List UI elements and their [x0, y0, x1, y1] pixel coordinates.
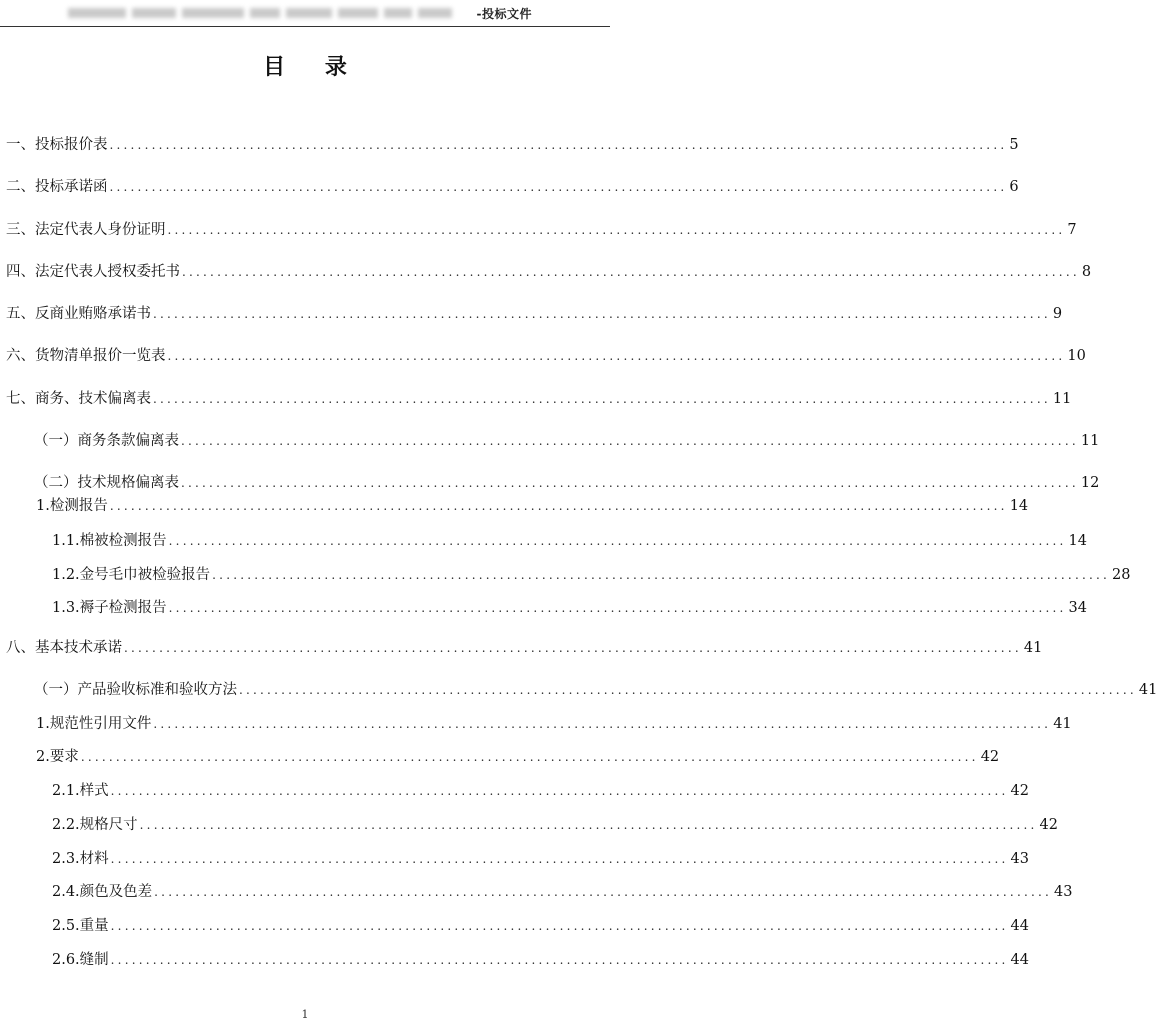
toc-entry[interactable] — [52, 814, 1058, 836]
toc-entry-page: 6 — [1009, 179, 1019, 195]
toc-entry[interactable] — [6, 219, 1077, 241]
toc-entry-label: 五、反商业贿赂承诺书 — [6, 306, 151, 322]
dot-leader: ................................................................................................................................ — [168, 534, 1067, 548]
dot-leader: ................................................................................................................................ — [167, 223, 1066, 237]
toc-entry-page: 14 — [1068, 533, 1087, 549]
toc-entry[interactable] — [52, 597, 1087, 619]
page-title: 目 录 — [263, 54, 363, 80]
toc-entry[interactable] — [6, 176, 1019, 198]
toc-entry[interactable] — [52, 530, 1087, 552]
toc-entry-page: 41 — [1138, 682, 1157, 698]
toc-entry-label: 一、投标报价表 — [6, 137, 108, 153]
dot-leader: ................................................................................................................................ — [167, 349, 1066, 363]
toc-entry-label: 1.检测报告 — [36, 498, 108, 514]
dot-leader: ................................................................................................................................ — [109, 499, 1008, 513]
dot-leader: ................................................................................................................................ — [110, 953, 1009, 967]
toc-entry-label: 二、投标承诺函 — [6, 179, 108, 195]
dot-leader: ................................................................................................................................ — [168, 601, 1067, 615]
dot-leader: ................................................................................................................................ — [239, 683, 1137, 697]
toc-entry[interactable] — [52, 915, 1029, 937]
toc-entry[interactable] — [34, 679, 1157, 701]
toc-entry[interactable] — [6, 388, 1072, 410]
toc-entry-page: 43 — [1054, 884, 1073, 900]
toc-entry[interactable] — [52, 848, 1029, 870]
dot-leader: ................................................................................................................................ — [80, 750, 979, 764]
toc-entry-page: 42 — [980, 749, 1000, 765]
toc-entry-label: 八、基本技术承诺 — [6, 640, 122, 656]
toc-entry-label: 1.1.棉被检测报告 — [52, 533, 167, 549]
toc-entry-page: 28 — [1112, 567, 1131, 583]
toc-entry[interactable] — [6, 345, 1086, 367]
dot-leader: ................................................................................................................................ — [109, 180, 1008, 194]
toc-entry-label: 2.4.颜色及色差 — [52, 884, 153, 900]
redacted-header-text — [68, 6, 460, 20]
toc-entry-page: 9 — [1052, 306, 1063, 322]
dot-leader: ................................................................................................................................ — [153, 307, 1051, 321]
dot-leader: ................................................................................................................................ — [124, 641, 1022, 655]
toc-entry[interactable] — [6, 637, 1043, 659]
toc-entry[interactable] — [6, 303, 1063, 325]
toc-entry-label: （一）商务条款偏离表 — [34, 433, 179, 449]
toc-entry-page: 41 — [1023, 640, 1043, 656]
toc-entry-label: 三、法定代表人身份证明 — [6, 222, 166, 238]
toc-entry-page: 42 — [1039, 817, 1058, 833]
toc-entry[interactable] — [6, 261, 1092, 283]
toc-entry[interactable] — [34, 472, 1100, 494]
toc-entry-label: 2.3.材料 — [52, 851, 109, 867]
dot-leader: ................................................................................................................................ — [181, 476, 1079, 490]
toc-entry-page: 44 — [1010, 952, 1029, 968]
toc-entry[interactable] — [36, 713, 1072, 735]
toc-entry-page: 42 — [1010, 783, 1029, 799]
toc-entry-page: 43 — [1010, 851, 1029, 867]
toc-entry-label: 2.5.重量 — [52, 918, 109, 934]
toc-entry-label: 1.规范性引用文件 — [36, 716, 152, 732]
toc-entry-page: 11 — [1080, 433, 1100, 449]
toc-entry[interactable] — [6, 134, 1019, 156]
toc-entry-label: 六、货物清单报价一览表 — [6, 348, 166, 364]
dot-leader: ................................................................................................................................ — [181, 434, 1079, 448]
toc-entry-label: （二）技术规格偏离表 — [34, 475, 179, 491]
toc-entry-label: 1.3.褥子检测报告 — [52, 600, 167, 616]
toc-entry-page: 34 — [1068, 600, 1087, 616]
page-header — [0, 0, 610, 27]
toc-entry[interactable] — [52, 881, 1073, 903]
page-number: 1 — [301, 1008, 309, 1021]
toc-entry-page: 10 — [1067, 348, 1086, 364]
toc-entry-label: 2.1.样式 — [52, 783, 109, 799]
toc-entry[interactable] — [36, 495, 1029, 517]
toc-entry-label: 1.2.金号毛巾被检验报告 — [52, 567, 211, 583]
dot-leader: ................................................................................................................................ — [139, 818, 1038, 832]
toc-entry-page: 41 — [1053, 716, 1072, 732]
header-document-type: -投标文件 — [476, 7, 532, 21]
toc-entry[interactable] — [52, 780, 1029, 802]
toc-entry[interactable] — [52, 564, 1131, 586]
toc-entry[interactable] — [52, 949, 1029, 971]
toc-entry[interactable] — [34, 430, 1100, 452]
toc-entry-page: 12 — [1080, 475, 1100, 491]
dot-leader: ................................................................................................................................ — [182, 265, 1080, 279]
dot-leader: ................................................................................................................................ — [109, 138, 1008, 152]
dot-leader: ................................................................................................................................ — [153, 717, 1052, 731]
dot-leader: ................................................................................................................................ — [110, 784, 1009, 798]
toc-entry[interactable] — [36, 746, 1000, 768]
toc-entry-page: 14 — [1009, 498, 1029, 514]
toc-entry-label: 2.要求 — [36, 749, 79, 765]
dot-leader: ................................................................................................................................ — [153, 392, 1051, 406]
dot-leader: ................................................................................................................................ — [110, 919, 1009, 933]
toc-entry-label: （一）产品验收标准和验收方法 — [34, 682, 237, 698]
toc-entry-label: 七、商务、技术偏离表 — [6, 391, 151, 407]
toc-entry-label: 2.6.缝制 — [52, 952, 109, 968]
toc-entry-label: 四、法定代表人授权委托书 — [6, 264, 180, 280]
toc-entry-page: 11 — [1052, 391, 1072, 407]
toc-entry-label: 2.2.规格尺寸 — [52, 817, 138, 833]
toc-entry-page: 8 — [1081, 264, 1092, 280]
toc-entry-page: 44 — [1010, 918, 1029, 934]
toc-entry-page: 7 — [1067, 222, 1077, 238]
dot-leader: ................................................................................................................................ — [212, 568, 1111, 582]
toc-entry-page: 5 — [1009, 137, 1019, 153]
dot-leader: ................................................................................................................................ — [110, 852, 1009, 866]
dot-leader: ................................................................................................................................ — [154, 885, 1053, 899]
